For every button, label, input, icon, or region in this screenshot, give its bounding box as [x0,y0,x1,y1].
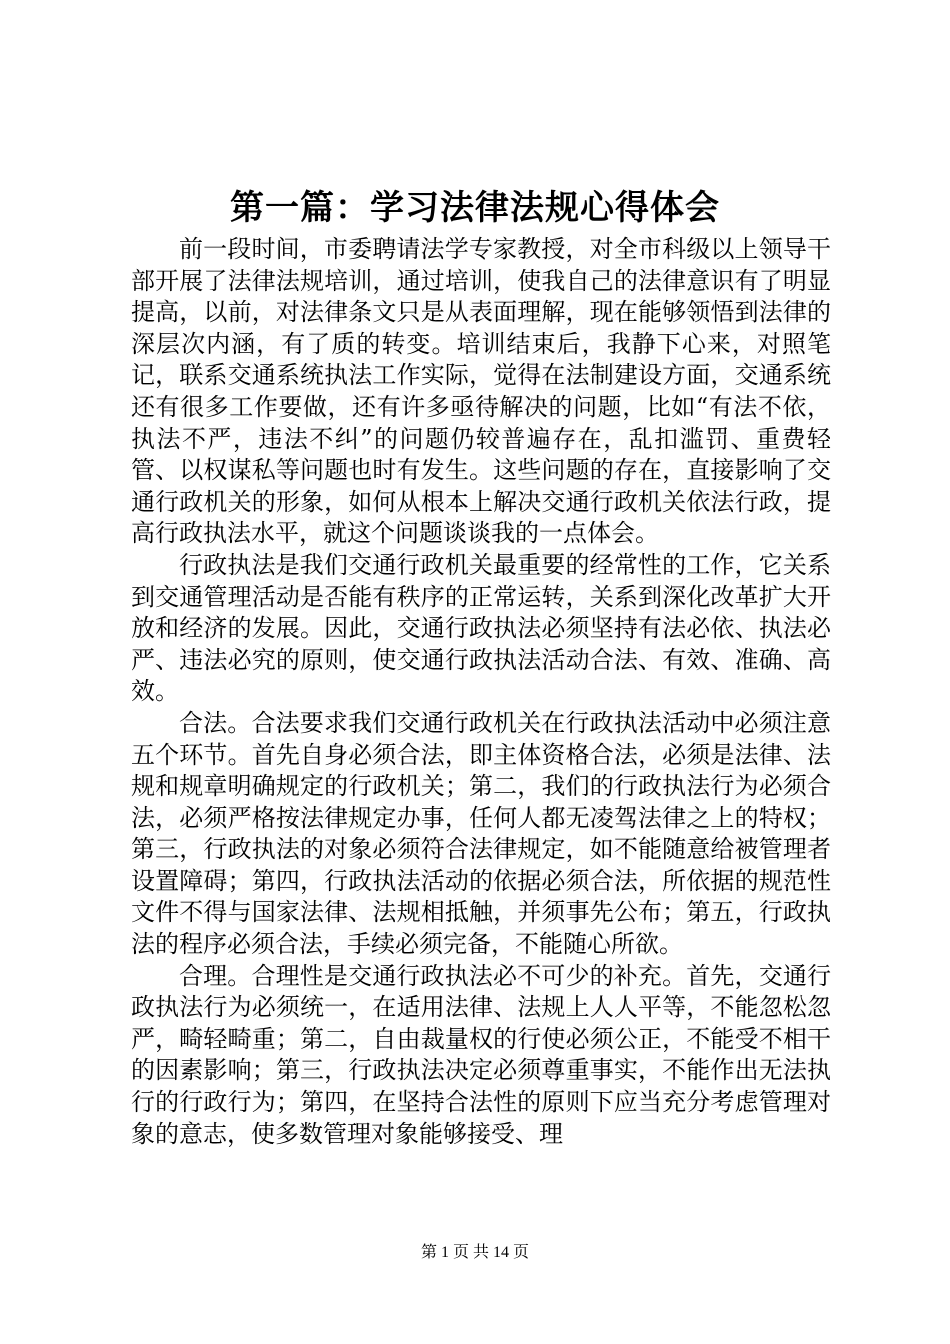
document-body [131,234,831,1150]
paragraph-4: 合理。合理性是交通行政执法必不可少的补充。首先，交通行政执法行为必须统一，在适用法律、法规上人人平等，不能忽松忽严，畸轻畸重；第二，自由裁量权的行使必须公正，不能受不相干的因素影响；第三，行政执法决定必须尊重事实，不能作出无法执行的行政行为；第四，在坚持合法性的原则下应当充分考虑管理对象的意志，使多数管理对象能够接受、理 [131,961,831,1148]
paragraph-3: 合法。合法要求我们交通行政机关在行政执法活动中必须注意五个环节。首先自身必须合法，即主体资格合法，必须是法律、法规和规章明确规定的行政机关；第二，我们的行政执法行为必须合法，必须严格按法律规定办事，任何人都无凌驾法律之上的特权；第三，行政执法的对象必须符合法律规定，如不能随意给被管理者设置障碍；第四，行政执法活动的依据必须合法，所依据的规范性文件不得与国家法律、法规相抵触，并须事先公布；第五，行政执法的程序必须合法，手续必须完备，不能随心所欲。 [131,708,831,959]
document-title: 第一篇：学习法律法规心得体会 [230,188,720,228]
paragraph-2: 行政执法是我们交通行政机关最重要的经常性的工作，它关系到交通管理活动是否能有秩序的正常运转，关系到深化改革扩大开放和经济的发展。因此，交通行政执法必须坚持有法必依、执法必严、违法必究的原则，使交通行政执法活动合法、有效、准确、高效。 [131,550,831,706]
paragraph-1: 前一段时间，市委聘请法学专家教授，对全市科级以上领导干部开展了法律法规培训，通过培训，使我自己的法律意识有了明显提高，以前，对法律条文只是从表面理解，现在能够领悟到法律的深层次内涵，有了质的转变。培训结束后，我静下心来，对照笔记，联系交通系统执法工作实际，觉得在法制建设方面，交通系统还有很多工作要做，还有许多亟待解决的问题，比如“有法不依，执法不严，违法不纠”的问题仍较普遍存在，乱扣滥罚、重费轻管、以权谋私等问题也时有发生。这些问题的存在，直接影响了交通行政机关的形象，如何从根本上解决交通行政机关依法行政，提高行政执法水平，就这个问题谈谈我的一点体会。 [131,235,831,548]
page-footer: 第 1 页 共 14 页 [420,1244,529,1261]
